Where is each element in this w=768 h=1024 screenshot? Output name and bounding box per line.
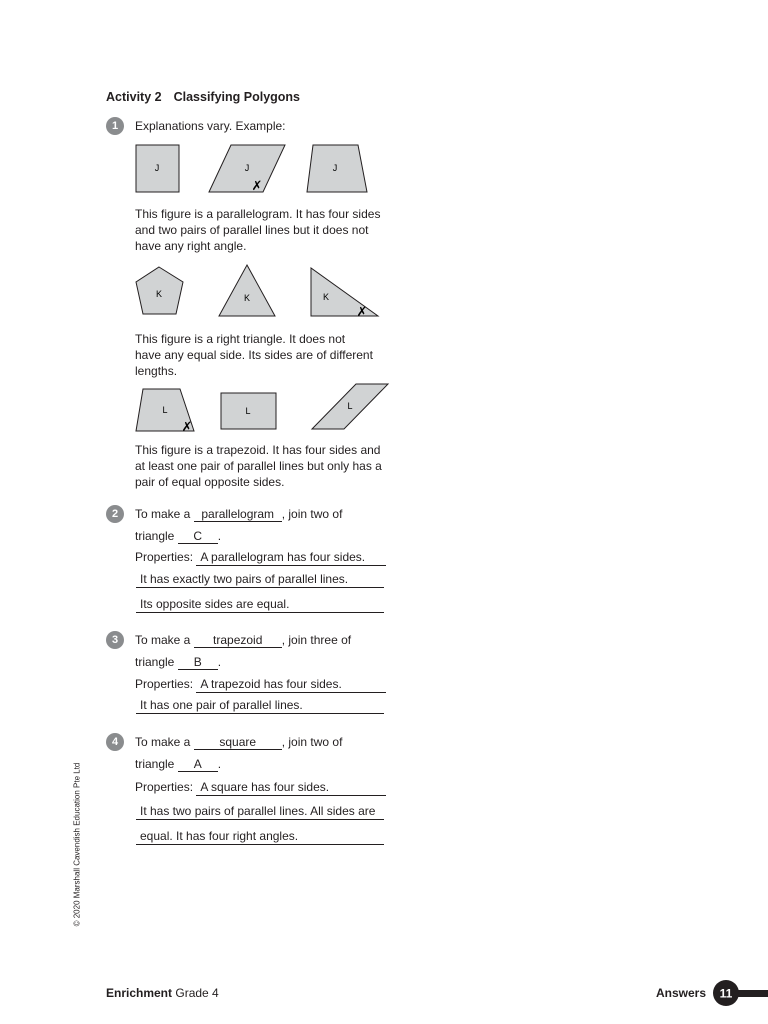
- text-line: pair of equal opposite sides.: [135, 475, 285, 489]
- q3-properties-line: [135, 676, 386, 693]
- join-text: , join two of: [281, 507, 343, 521]
- q1-paragraph-3: [135, 442, 385, 490]
- triangle-text: triangle: [135, 529, 175, 543]
- property-answer: A trapezoid has four sides.: [196, 676, 386, 693]
- page-number-badge: [712, 980, 768, 1006]
- cross-mark: ✗: [356, 304, 368, 319]
- join-text: , join two of: [281, 735, 343, 749]
- triangle-shape-k: [219, 265, 275, 316]
- shapes-row-j: [130, 140, 375, 196]
- property-answer-line: It has two pairs of parallel lines. All sides are: [136, 803, 384, 820]
- q2-triangle-answer: C: [178, 529, 218, 544]
- text-line: lengths.: [135, 364, 178, 378]
- shape-label-k: K: [243, 293, 251, 303]
- to-make-text: To make a: [135, 735, 191, 749]
- shape-label-k: K: [155, 289, 163, 299]
- properties-label: Properties:: [135, 780, 194, 794]
- q1-paragraph-1: [135, 206, 385, 254]
- question-number-4: 4: [106, 733, 124, 751]
- text-line: have any equal side. Its sides are of different: [135, 348, 373, 362]
- shape-label-l: L: [162, 405, 168, 415]
- question-number-2: 2: [106, 505, 124, 523]
- question-number-3: 3: [106, 631, 124, 649]
- q4-shape-answer: square: [194, 735, 282, 750]
- q4-properties-line: [135, 779, 386, 796]
- q3-triangle-line: [135, 654, 221, 670]
- q3-to-make-line: [135, 632, 351, 648]
- property-answer-line: It has one pair of parallel lines.: [136, 697, 384, 714]
- q4-triangle-line: [135, 756, 221, 772]
- q1-intro: Explanations vary. Example:: [135, 119, 286, 133]
- footer-section: Answers: [656, 986, 707, 1000]
- join-text: , join three of: [281, 633, 352, 647]
- activity-heading: Classifying Polygons: [173, 90, 301, 104]
- cross-mark: ✗: [251, 178, 263, 193]
- triangle-text: triangle: [135, 757, 175, 771]
- activity-title: [106, 90, 300, 104]
- text-line: This figure is a right triangle. It does not: [135, 332, 346, 346]
- activity-label: Activity 2: [106, 90, 162, 104]
- q4-triangle-answer: A: [178, 757, 218, 772]
- shape-label-k: K: [322, 292, 330, 302]
- book-title: Enrichment: [106, 986, 173, 1000]
- properties-label: Properties:: [135, 550, 194, 564]
- right-triangle-shape-k: [311, 268, 378, 316]
- shapes-row-l: [130, 380, 392, 436]
- text-line: have any right angle.: [135, 239, 247, 253]
- q2-triangle-line: [135, 528, 221, 544]
- properties-label: Properties:: [135, 677, 194, 691]
- grade-label: Grade 4: [175, 986, 219, 1000]
- shape-label-l: L: [245, 406, 251, 416]
- to-make-text: To make a: [135, 507, 191, 521]
- q1-paragraph-2: [135, 331, 385, 379]
- shapes-row-k: [130, 262, 382, 320]
- period: .: [217, 529, 222, 543]
- shape-label-j: J: [244, 163, 250, 173]
- text-line: at least one pair of parallel lines but only has a: [135, 459, 382, 473]
- question-number-1: 1: [106, 117, 124, 135]
- property-answer-line: It has exactly two pairs of parallel lines.: [136, 571, 384, 588]
- text-line: This figure is a trapezoid. It has four sides and: [135, 443, 381, 457]
- footer-book: [106, 986, 219, 1000]
- q4-to-make-line: [135, 734, 342, 750]
- text-line: and two pairs of parallel lines but it does not: [135, 223, 369, 237]
- shape-label-l: L: [347, 401, 353, 411]
- shape-label-j: J: [154, 163, 160, 173]
- q3-shape-answer: trapezoid: [194, 633, 282, 648]
- property-answer-line: Its opposite sides are equal.: [136, 596, 384, 613]
- q2-to-make-line: [135, 506, 342, 522]
- copyright-notice: © 2020 Marshall Cavendish Education Pte Ltd: [72, 762, 82, 927]
- q2-properties-line: [135, 549, 386, 566]
- property-answer: A parallelogram has four sides.: [196, 549, 386, 566]
- to-make-text: To make a: [135, 633, 191, 647]
- cross-mark: ✗: [181, 419, 193, 434]
- page-number: 11: [719, 986, 733, 1001]
- triangle-text: triangle: [135, 655, 175, 669]
- property-answer-line: equal. It has four right angles.: [136, 828, 384, 845]
- text-line: This figure is a parallelogram. It has four sides: [135, 207, 381, 221]
- period: .: [217, 655, 222, 669]
- shape-label-j: J: [332, 163, 338, 173]
- q2-shape-answer: parallelogram: [194, 507, 282, 522]
- q3-triangle-answer: B: [178, 655, 218, 670]
- period: .: [217, 757, 222, 771]
- property-answer: A square has four sides.: [196, 779, 386, 796]
